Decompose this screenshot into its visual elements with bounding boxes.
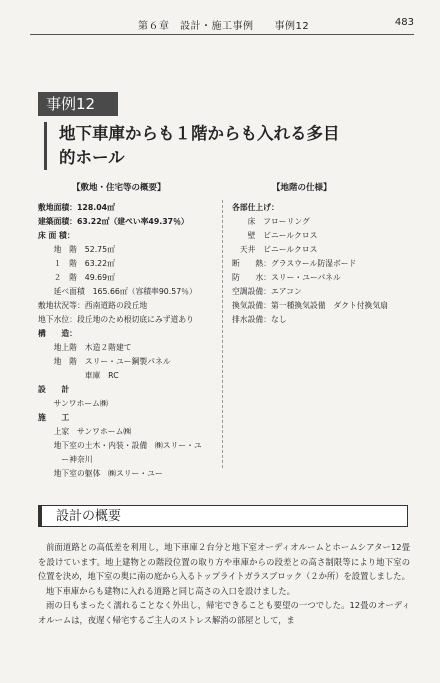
main-title-line-1: 地下車庫からも１階からも入れる多目 [59,124,340,143]
spec-row: ー神奈川 [38,455,93,464]
spec-row: 断 熱：グラスウール防湿ボード [232,259,357,268]
spec-row: 排水設備：なし [232,315,287,324]
spec-row: 施 工 [38,413,70,422]
basement-spec-list [232,201,412,327]
spec-row: 各部仕上げ： [232,203,279,212]
spec-row: 地下室の躯体 ㈱スリー・ユー [38,469,163,478]
column-divider [222,200,223,468]
running-header [30,14,414,35]
spec-row: 敷地状況等：西南道路の段丘地 [38,301,148,310]
spec-row: 敷地面積：128.04㎡ [38,203,115,212]
spec-row: 地下水位：段丘地のため根切底にみず道あり [38,315,194,324]
spec-row: 地 階 52.75㎡ [38,245,115,254]
paragraph: 前面道路との高低差を利用し，地下車庫２台分と地下室オーディオルームとホームシアター12畳を設けています。地上建物との階段位置の取り方や車庫からの段差との高さ制限等により地下室の位置を決め，地下室の奥に南の庭から入るトップライトガラスブロック（２か所）を設置しました。 [38,542,410,581]
spec-row: 構 造： [38,329,77,338]
spec-row: 床 面 積： [38,231,75,240]
spec-row: 地下室の土木・内装・設備 ㈱スリー・ユ [38,441,202,450]
spec-row: 上家 サンワホーム㈱ [38,427,132,436]
page-number: 483 [394,17,414,28]
spec-row: １ 階 63.22㎡ [38,259,115,268]
design-overview-body [38,540,410,627]
spec-row: 壁 ビニールクロス [232,231,318,240]
spec-row: 設 計 [38,385,70,394]
case-label: 事例12 [38,92,118,116]
spec-row: 地上階 木造２階建て [38,343,132,352]
paragraph: 雨の日もまったく濡れることなく外出し，帰宅できることも要望の一つでした。12畳のオーディオルームは，夜遅く帰宅するご主人のストレス解消の部屋として，ま [38,600,410,625]
spec-row: 天井 ビニールクロス [232,245,318,254]
spec-row: 建築面積：63.22㎡（建ぺい率49.37％） [38,217,189,226]
site-overview-heading: 【敷地・住宅等の概要】 [72,183,166,193]
main-title-line-2: 的ホール [59,148,125,167]
spec-row: 床 フローリング [232,217,310,226]
design-overview-heading: 設計の概要 [38,505,408,527]
chapter-heading: 第６章 設計・施工事例 事例12 [138,21,310,32]
spec-row: ２ 階 49.69㎡ [38,273,115,282]
site-overview-list [38,201,218,481]
spec-row: 空調設備：エアコン [232,287,302,296]
paragraph: 地下車庫からも建物に入れる道路と同じ高さの入口を設けました。 [46,585,295,596]
spec-row: 防 水：スリー・ユーパネル [232,273,341,282]
main-title [44,122,399,170]
spec-row: 地 階 スリー・ユー鋼製パネル [38,357,171,366]
spec-row: 延べ面積 165.66㎡（容積率90.57％） [38,287,197,296]
basement-spec-heading: 【地階の仕様】 [272,183,332,193]
spec-row: 換気設備：第一種換気設備 ダクト付換気扇 [232,301,388,310]
spec-row: サンワホーム㈱ [38,399,108,408]
spec-row: 車庫 RC [38,371,119,380]
